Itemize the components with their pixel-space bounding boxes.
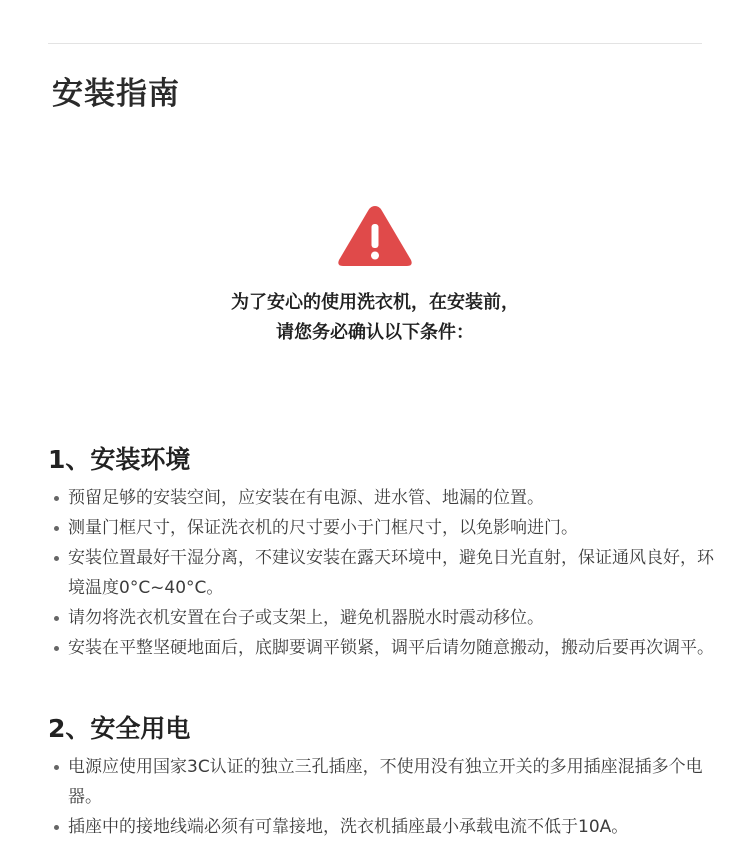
top-divider (48, 43, 702, 44)
list-item-text: 电源应使用国家3C认证的独立三孔插座，不使用没有独立开关的多用插座混插多个电器。 (68, 757, 703, 807)
page-title: 安装指南 (52, 76, 180, 112)
bullet-list (48, 752, 718, 842)
list-item-text: 安装在平整坚硬地面后，底脚要调平锁紧，调平后请勿随意搬动，搬动后要再次调平。 (68, 638, 714, 658)
section-installation-environment (48, 443, 718, 663)
list-item-text: 安装位置最好干湿分离，不建议安装在露天环境中，避免日光直射，保证通风良好，环境温度0°C~40°C。 (68, 548, 714, 598)
list-item (48, 812, 718, 842)
list-item-text: 插座中的接地线端必须有可靠接地，洗衣机插座最小承载电流不低于10A。 (68, 817, 629, 837)
section-title: 2、安全用电 (48, 714, 191, 743)
list-item (48, 483, 718, 513)
safety-notice (0, 288, 750, 348)
notice-line-1: 为了安心的使用洗衣机，在安装前， (231, 292, 519, 313)
list-item (48, 513, 718, 543)
bullet-dot (54, 556, 59, 561)
list-item (48, 603, 718, 633)
warning-triangle-icon (335, 202, 415, 270)
list-item-text: 请勿将洗衣机安置在台子或支架上，避免机器脱水时震动移位。 (68, 608, 544, 628)
section-electrical-safety (48, 712, 718, 842)
bullet-dot (54, 616, 59, 621)
list-item-text: 测量门框尺寸，保证洗衣机的尺寸要小于门框尺寸，以免影响进门。 (68, 518, 578, 538)
bullet-dot (54, 526, 59, 531)
bullet-list (48, 483, 718, 663)
list-item (48, 543, 718, 603)
bullet-dot (54, 825, 59, 830)
list-item-text: 预留足够的安装空间，应安装在有电源、进水管、地漏的位置。 (68, 488, 544, 508)
notice-line-2: 请您务必确认以下条件： (276, 322, 474, 343)
bullet-dot (54, 646, 59, 651)
bullet-dot (54, 496, 59, 501)
list-item (48, 752, 718, 812)
list-item (48, 633, 718, 663)
bullet-dot (54, 765, 59, 770)
section-title: 1、安装环境 (48, 445, 191, 474)
